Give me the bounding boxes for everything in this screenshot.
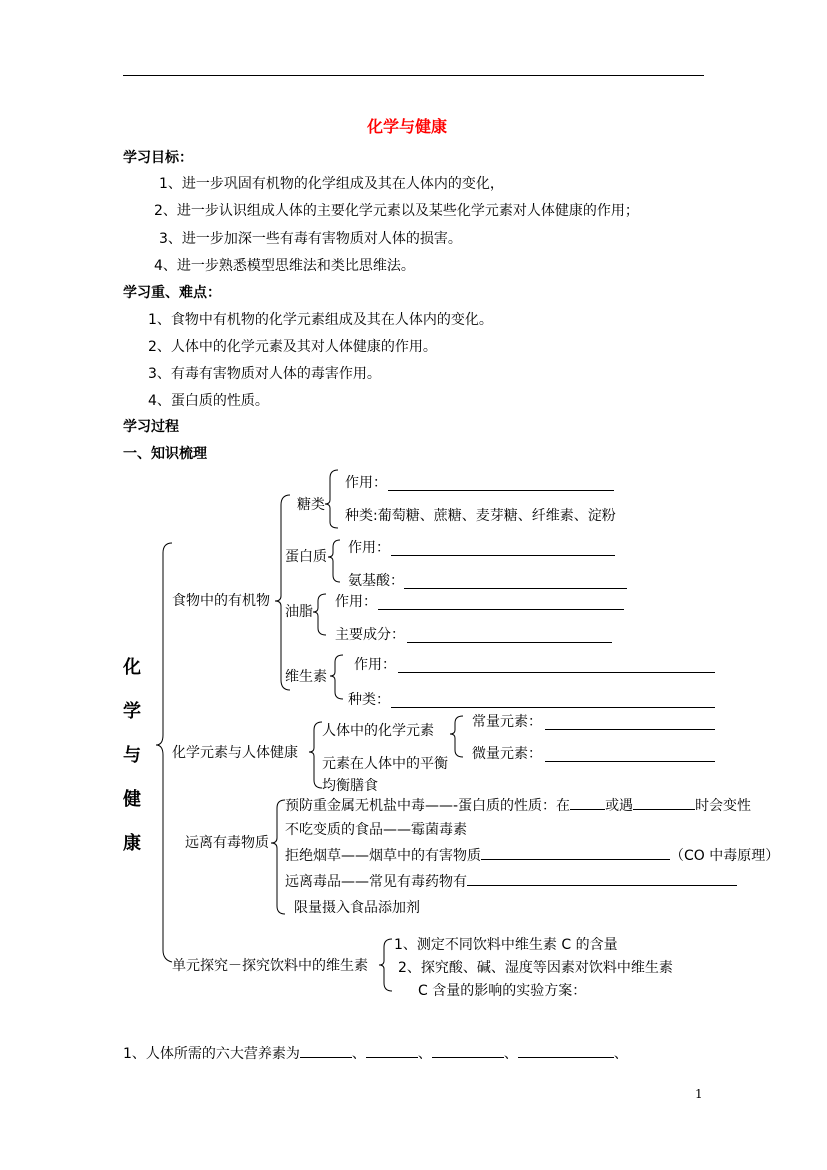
- vitamin-brace: [330, 655, 343, 699]
- elements-label: 化学元素与人体健康: [172, 745, 298, 761]
- body-elements-brace: [450, 716, 463, 757]
- fat-function-blank[interactable]: [378, 609, 624, 610]
- organic-brace: [275, 495, 290, 690]
- sugar-brace: [325, 470, 338, 528]
- macro-elements-blank[interactable]: [545, 729, 715, 730]
- vitamin-kinds: 种类：: [348, 692, 390, 708]
- toxic-line-tobacco: [285, 847, 779, 864]
- unit-item-2b: C 含量的影响的实验方案：: [418, 983, 587, 999]
- amino-acid-blank[interactable]: [404, 588, 627, 589]
- heavy-metal-blank-2[interactable]: [633, 797, 695, 810]
- body-elements: 人体中的化学元素: [322, 723, 434, 739]
- toxic-line-additives: 限量摄入食品添加剂: [294, 900, 420, 916]
- heavy-metal-or: 或遇: [605, 798, 634, 814]
- fat-main-blank[interactable]: [407, 642, 612, 643]
- root-char: 健: [123, 789, 141, 810]
- heavy-metal-text: 预防重金属无机盐中毒——-蛋白质的性质：在: [285, 798, 571, 814]
- page-number: 1: [695, 1087, 703, 1101]
- objective-item: 3、进一步加深一些有毒有害物质对人体的损害。: [159, 231, 462, 247]
- elements-brace: [309, 722, 322, 788]
- vitamin-function-blank[interactable]: [398, 672, 715, 673]
- toxic-line-heavy-metal: [285, 797, 751, 814]
- root-char: 康: [123, 833, 141, 854]
- protein-function-blank[interactable]: [391, 555, 615, 556]
- vitamin-label: 维生素: [285, 669, 327, 685]
- objective-item: 1、进一步巩固有机物的化学组成及其在人体内的变化，: [159, 176, 504, 192]
- protein-brace: [328, 540, 340, 582]
- key-point-item: 1、食物中有机物的化学元素组成及其在人体内的变化。: [148, 312, 493, 328]
- separator: 、: [417, 1046, 432, 1062]
- objectives-heading: 学习目标：: [123, 150, 193, 166]
- sugar-kinds: 种类:葡萄糖、蔗糖、麦芽糖、纤维素、淀粉: [345, 508, 616, 524]
- key-point-item: 4、蛋白质的性质。: [148, 393, 269, 409]
- key-points-heading: 学习重、难点：: [123, 285, 221, 301]
- vitamin-kinds-blank[interactable]: [391, 707, 715, 708]
- macro-elements: 常量元素：: [472, 714, 542, 730]
- separator: 、: [503, 1046, 518, 1062]
- protein-label: 蛋白质: [285, 549, 327, 565]
- objective-item: 2、进一步认识组成人体的主要化学元素以及某些化学元素对人体健康的作用；: [154, 203, 639, 219]
- nutrient-blank-2[interactable]: [366, 1045, 418, 1058]
- fat-label: 油脂: [285, 604, 313, 620]
- root-char: 学: [123, 701, 141, 722]
- amino-acid: 氨基酸：: [348, 573, 404, 589]
- separator: 、: [613, 1046, 628, 1062]
- heavy-metal-blank-1[interactable]: [570, 797, 605, 810]
- tobacco-blank[interactable]: [481, 847, 670, 860]
- nutrient-blank-4[interactable]: [518, 1045, 614, 1058]
- drugs-blank[interactable]: [467, 873, 737, 886]
- balanced-diet: 均衡膳食: [322, 778, 378, 794]
- unit-item-2: 2、探究酸、碱、湿度等因素对饮料中维生素: [398, 960, 673, 976]
- process-heading: 学习过程: [123, 419, 179, 435]
- drugs-text: 远离毒品——常见有毒药物有: [285, 874, 467, 890]
- fat-brace: [313, 594, 326, 635]
- unit-label: 单元探究－探究饮料中的维生素: [172, 958, 368, 974]
- root-char: 与: [123, 745, 141, 766]
- tobacco-text: 拒绝烟草——烟草中的有害物质: [285, 848, 481, 864]
- element-balance: 元素在人体中的平衡: [322, 756, 448, 772]
- root-brace: [156, 543, 172, 962]
- micro-elements: 微量元素：: [472, 746, 542, 762]
- key-point-item: 3、有毒有害物质对人体的毒害作用。: [148, 366, 381, 382]
- question-1: [123, 1045, 628, 1062]
- sugar-label: 糖类: [297, 497, 325, 513]
- sugar-function: 作用：: [345, 475, 387, 491]
- protein-function: 作用：: [348, 540, 390, 556]
- vitamin-function: 作用：: [354, 657, 396, 673]
- fat-function: 作用：: [335, 594, 377, 610]
- question-1-prefix: 1、人体所需的六大营养素为: [123, 1046, 300, 1062]
- root-char: 化: [123, 657, 141, 678]
- fat-main-component: 主要成分：: [335, 627, 405, 643]
- toxic-line-drugs: [285, 873, 737, 890]
- separator: 、: [351, 1046, 366, 1062]
- toxic-line-spoiled-food: 不吃变质的食品——霉菌毒素: [285, 822, 467, 838]
- toxic-label: 远离有毒物质: [185, 835, 269, 851]
- nutrient-blank-3[interactable]: [432, 1045, 504, 1058]
- sugar-function-blank[interactable]: [388, 490, 614, 491]
- micro-elements-blank[interactable]: [545, 761, 715, 762]
- key-point-item: 2、人体中的化学元素及其对人体健康的作用。: [148, 339, 437, 355]
- heavy-metal-suffix: 时会变性: [695, 798, 752, 814]
- tobacco-suffix: （CO 中毒原理）: [670, 848, 780, 864]
- toxic-brace: [271, 800, 285, 914]
- organic-label: 食物中的有机物: [172, 593, 270, 609]
- objective-item: 4、进一步熟悉模型思维法和类比思维法。: [154, 258, 415, 274]
- nutrient-blank-1[interactable]: [300, 1045, 352, 1058]
- unit-item-1: 1、测定不同饮料中维生素 C 的含量: [394, 937, 618, 953]
- section-heading: 一、知识梳理: [123, 446, 207, 462]
- unit-brace: [379, 939, 392, 991]
- page-title: 化学与健康: [367, 117, 448, 136]
